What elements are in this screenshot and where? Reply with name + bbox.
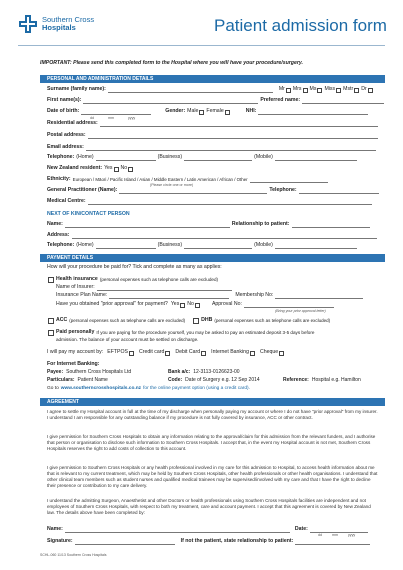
bank-value: 12-3113-0126623-00 xyxy=(193,369,240,375)
agreement-paragraph-3: I give permission to Southern Cross Hospitals or any health professional involved in my care for this admission to Hospital, to access health information about me that is relevant to my current treatment, which may be held by Southern Cross Hospitals, other health professionals or other health organisations. I understand that other clinical team members such as student nurses and qualified medical trainees may be supervised/involved with my care and that I have the right to decline their presence or contribution to my care delivery. xyxy=(47,465,378,488)
female-checkbox[interactable] xyxy=(225,110,230,115)
kin-address-label: Address: xyxy=(47,232,70,238)
medical-centre-label: Medical Centre: xyxy=(47,198,86,204)
payment-url-link[interactable]: www.southerncrosshospitals.co.nz xyxy=(60,386,142,391)
dob-field[interactable] xyxy=(81,109,151,115)
nhi-field[interactable] xyxy=(258,109,368,115)
bank-label: Bank a/c: xyxy=(168,369,191,375)
footer-code: SCHL-060 11/13 Southern Cross Hospitals xyxy=(40,553,107,557)
first-names-label: First name(s): xyxy=(47,97,82,103)
nz-no-checkbox[interactable] xyxy=(128,167,133,172)
preferred-name-label: Preferred name: xyxy=(260,97,301,103)
kin-address-field[interactable] xyxy=(72,233,377,239)
gp-field[interactable] xyxy=(119,188,267,194)
signature-row xyxy=(47,538,372,545)
preferred-name-field[interactable] xyxy=(302,98,384,104)
kin-business-label: (Business) xyxy=(157,242,183,248)
residential-field[interactable] xyxy=(100,121,378,127)
surname-label: Surname (family name): xyxy=(47,86,106,92)
home-label: (Home) xyxy=(76,154,94,160)
agreement-date-label: Date: xyxy=(294,526,308,532)
kin-relationship-label: Relationship to patient: xyxy=(231,221,290,227)
title-mstr-checkbox[interactable] xyxy=(354,88,359,93)
agreement-yyyy: yyyy xyxy=(348,533,356,537)
male-checkbox[interactable] xyxy=(199,110,204,115)
reference-label: Reference: xyxy=(283,377,309,383)
particulars-label: Particulars: xyxy=(47,377,75,383)
dob-yyyy: yyyy xyxy=(128,116,136,120)
internet-banking-checkbox[interactable] xyxy=(250,351,255,356)
insurer-label: Name of Insurer: xyxy=(56,284,95,290)
payee-label: Payee: xyxy=(47,369,64,375)
kin-name-row xyxy=(47,221,372,228)
nz-resident-label: New Zealand resident: xyxy=(47,165,103,171)
ethnicity-options[interactable]: European / Māori / Pacific Island / Asian / Middle Eastern / Latin American / African / Other xyxy=(72,177,248,182)
payment-question: How will your procedure be paid for? Tick and complete as many as applies: xyxy=(47,264,222,270)
residential-row xyxy=(47,120,380,127)
title-dr-label: Dr xyxy=(361,86,367,92)
eftpos-label: EFTPOS xyxy=(107,349,128,355)
debit-card-label: Debit Card xyxy=(175,349,201,355)
title-mr-label: Mr xyxy=(278,86,285,92)
prior-no-label: No xyxy=(187,301,194,307)
bank-line xyxy=(168,369,240,376)
approval-label: Approval No: xyxy=(211,301,242,307)
kin-home-label: (Home) xyxy=(76,242,94,248)
internet-banking-label: Internet Banking xyxy=(211,349,249,355)
surname-field[interactable] xyxy=(108,87,273,93)
paid-personally-row xyxy=(47,329,314,336)
male-label: Male xyxy=(187,108,199,114)
home-phone-field[interactable] xyxy=(96,155,156,161)
business-phone-field[interactable] xyxy=(184,155,252,161)
paid-personally-text-1: If you are paying for the procedure yourself, you may be asked to pay an estimated deposit 3-5 days before xyxy=(96,330,315,335)
title-mstr-label: Mstr xyxy=(343,86,354,92)
kin-telephone-label: Telephone: xyxy=(47,242,75,248)
relationship-field[interactable] xyxy=(295,539,370,545)
section-personal-header: PERSONAL AND ADMINISTRATION DETAILS xyxy=(40,75,385,83)
postal-row xyxy=(47,132,380,139)
kin-title: NEXT OF KIN/CONTACT PERSON xyxy=(47,211,130,217)
relationship-label: If not the patient, state relationship to patient: xyxy=(180,538,294,544)
code-value: Date of Surgery e.g. 12 Sep 2014 xyxy=(185,377,260,383)
mobile-phone-field[interactable] xyxy=(275,155,357,161)
ethnicity-row xyxy=(47,176,330,183)
insurer-field[interactable] xyxy=(97,285,232,291)
dob-row xyxy=(47,108,370,115)
health-insurance-checkbox[interactable] xyxy=(48,277,54,283)
mobile-label: (Mobile) xyxy=(254,154,273,160)
prior-yes-label: Yes xyxy=(170,301,180,307)
agreement-name-label: Name: xyxy=(47,526,63,532)
section-payment-header: PAYMENT DETAILS xyxy=(40,254,385,262)
kin-relationship-field[interactable] xyxy=(292,222,370,228)
kin-name-label: Name: xyxy=(47,221,63,227)
postal-field[interactable] xyxy=(88,133,378,139)
paid-personally-checkbox[interactable] xyxy=(48,330,54,336)
telephone-label: Telephone: xyxy=(47,154,75,160)
plan-field[interactable] xyxy=(109,293,229,299)
nz-yes-label: Yes xyxy=(104,165,113,171)
membership-label: Membership No: xyxy=(235,292,274,298)
pay-by-label: I will pay my account by: xyxy=(47,349,104,355)
southern-cross-logo-icon xyxy=(18,14,38,34)
title-mrs-label: Mrs xyxy=(292,86,302,92)
header-divider xyxy=(18,45,385,46)
kin-home-field[interactable] xyxy=(96,243,156,249)
title-miss-checkbox[interactable] xyxy=(336,88,341,93)
nz-yes-checkbox[interactable] xyxy=(114,167,119,172)
approval-field[interactable] xyxy=(244,302,334,308)
gp-telephone-field[interactable] xyxy=(299,188,379,194)
medical-centre-row xyxy=(47,198,374,205)
health-insurance-note: (personal expenses such as telephone calls are excluded) xyxy=(99,277,219,282)
residential-label: Residential address: xyxy=(47,120,98,126)
nz-resident-row xyxy=(47,165,135,172)
kin-telephone-row xyxy=(47,242,359,249)
business-label: (Business) xyxy=(157,154,183,160)
nz-no-label: No xyxy=(120,165,128,171)
important-note: IMPORTANT: Please send this completed form to the Hospital where you will have your procedure/surgery. xyxy=(40,60,303,66)
agreement-date-hint xyxy=(318,533,355,537)
particulars-line xyxy=(47,377,108,384)
title-miss-label: Miss xyxy=(324,86,336,92)
agreement-dd: dd xyxy=(318,533,322,537)
dob-mm: mm xyxy=(108,116,114,120)
cheque-checkbox[interactable] xyxy=(279,351,284,356)
dob-label: Date of birth: xyxy=(47,108,80,114)
reference-line xyxy=(283,377,361,384)
title-mr-checkbox[interactable] xyxy=(286,88,291,93)
eftpos-checkbox[interactable] xyxy=(129,351,134,356)
go-to-text: Go to xyxy=(47,386,59,391)
kin-name-field[interactable] xyxy=(65,222,230,228)
dhb-label: DHB xyxy=(201,317,213,323)
agreement-mm: mm xyxy=(332,533,338,537)
reference-value: Hospital e.g. Hamilton xyxy=(311,377,361,383)
agreement-paragraph-2: I give permission for Southern Cross Hospitals to obtain any information relating to the approval/claim for this admission from the relevant funders, and I authorise that person or organisation to disclose such information to Southern Cross Hospitals. I accept that, in the event my Hospital account is not met, Southern Cross Hospitals reserves the right to add costs of collection to this account. xyxy=(47,434,376,451)
title-dr-checkbox[interactable] xyxy=(368,88,373,93)
nhi-label: NHI: xyxy=(245,108,257,114)
gp-telephone-label: Telephone: xyxy=(269,187,297,193)
page-title: Patient admission form xyxy=(214,16,387,35)
payee-line xyxy=(47,369,131,376)
email-field[interactable] xyxy=(86,145,376,151)
kin-mobile-label: (Mobile) xyxy=(254,242,273,248)
header xyxy=(0,0,403,52)
agreement-name-field[interactable] xyxy=(65,527,290,533)
email-row xyxy=(47,144,378,151)
postal-label: Postal address: xyxy=(47,132,86,138)
ethnicity-label: Ethnicity: xyxy=(47,176,71,182)
credit-card-checkbox[interactable] xyxy=(165,351,170,356)
title-ms-label: Ms xyxy=(309,86,317,92)
particulars-value: Patient Name xyxy=(77,377,108,383)
prior-yes-checkbox[interactable] xyxy=(180,303,185,308)
kin-mobile-field[interactable] xyxy=(275,243,357,249)
prior-approval-row xyxy=(56,301,336,308)
kin-address-row xyxy=(47,232,379,239)
credit-card-label: Credit card xyxy=(139,349,165,355)
plan-row xyxy=(56,292,365,299)
telephone-row xyxy=(47,154,359,161)
email-label: Email address: xyxy=(47,144,84,150)
code-label: Code: xyxy=(168,377,183,383)
gp-label: General Practitioner (Name): xyxy=(47,187,118,193)
dhb-note: (personal expenses such as telephone calls are excluded) xyxy=(214,318,331,323)
insurer-row xyxy=(56,284,234,291)
section-agreement-header: AGREEMENT xyxy=(40,398,385,406)
dob-dd: dd xyxy=(90,116,94,120)
cheque-label: Cheque xyxy=(259,349,279,355)
first-name-row xyxy=(47,97,386,104)
acc-label: ACC xyxy=(56,317,68,323)
first-names-field[interactable] xyxy=(83,98,258,104)
ethnicity-note: (Please circle one or more) xyxy=(150,183,194,187)
acc-checkbox[interactable] xyxy=(48,318,54,324)
signature-field[interactable] xyxy=(75,539,175,545)
surname-row xyxy=(47,86,375,93)
prior-approval-label: Have you obtained "prior approval" for payment? xyxy=(56,301,168,307)
medical-centre-field[interactable] xyxy=(88,199,372,205)
logo-text xyxy=(42,16,94,32)
health-insurance-row xyxy=(47,276,218,283)
acc-dhb-row xyxy=(47,317,330,324)
gender-label: Gender: xyxy=(165,108,186,114)
title-mrs-checkbox[interactable] xyxy=(303,88,308,93)
prior-no-checkbox[interactable] xyxy=(195,303,200,308)
dhb-checkbox[interactable] xyxy=(193,318,199,324)
ethnicity-other-field[interactable] xyxy=(250,177,328,183)
logo xyxy=(18,14,94,34)
acc-note: (personal expenses such as telephone calls are excluded) xyxy=(69,318,186,323)
logo-line-2: Hospitals xyxy=(42,23,76,32)
approval-note: (Bring your prior approval letter) xyxy=(275,309,326,313)
paid-personally-label: Paid personally xyxy=(56,329,95,335)
signature-label: Signature: xyxy=(47,538,73,544)
logo-line-1: Southern Cross xyxy=(42,15,95,24)
payee-value: Southern Cross Hospitals Ltd xyxy=(66,369,132,375)
online-payment-text: for the online payment option (using a credit card). xyxy=(143,386,250,391)
plan-label: Insurance Plan Name: xyxy=(56,292,108,298)
gp-row xyxy=(47,187,381,194)
title-ms-checkbox[interactable] xyxy=(317,88,322,93)
agreement-paragraph-4: I understand the admitting Surgeon, Anaesthetist and other Doctors or health professionals using Southern Cross Hospitals facilities are independent and not employees of Southern Cross Hospitals, with respect to both my treatment, care and account payment. I accept that this agreement is covered by New Zealand law. The details above have been completed by: xyxy=(47,498,371,515)
paid-personally-text-2: admission. The balance of your account must be settled on discharge. xyxy=(56,337,199,342)
kin-business-field[interactable] xyxy=(184,243,252,249)
agreement-name-row xyxy=(47,526,370,533)
agreement-paragraph-1: I agree to settle my Hospital account in full at the time of my discharge when personally paying my account or where I do not have "prior approval" from my insurer. I understand I am responsible for any outstanding balance if my procedure is not fully covered by insurance, ACC or other contract. xyxy=(47,409,378,420)
online-payment-line xyxy=(47,385,250,392)
internet-banking-title: For Internet Banking: xyxy=(47,361,100,367)
health-insurance-label: Health insurance xyxy=(56,276,98,282)
code-line xyxy=(168,377,260,384)
pay-by-row xyxy=(47,349,286,356)
female-label: Female xyxy=(206,108,224,114)
membership-field[interactable] xyxy=(275,293,363,299)
debit-card-checkbox[interactable] xyxy=(201,351,206,356)
